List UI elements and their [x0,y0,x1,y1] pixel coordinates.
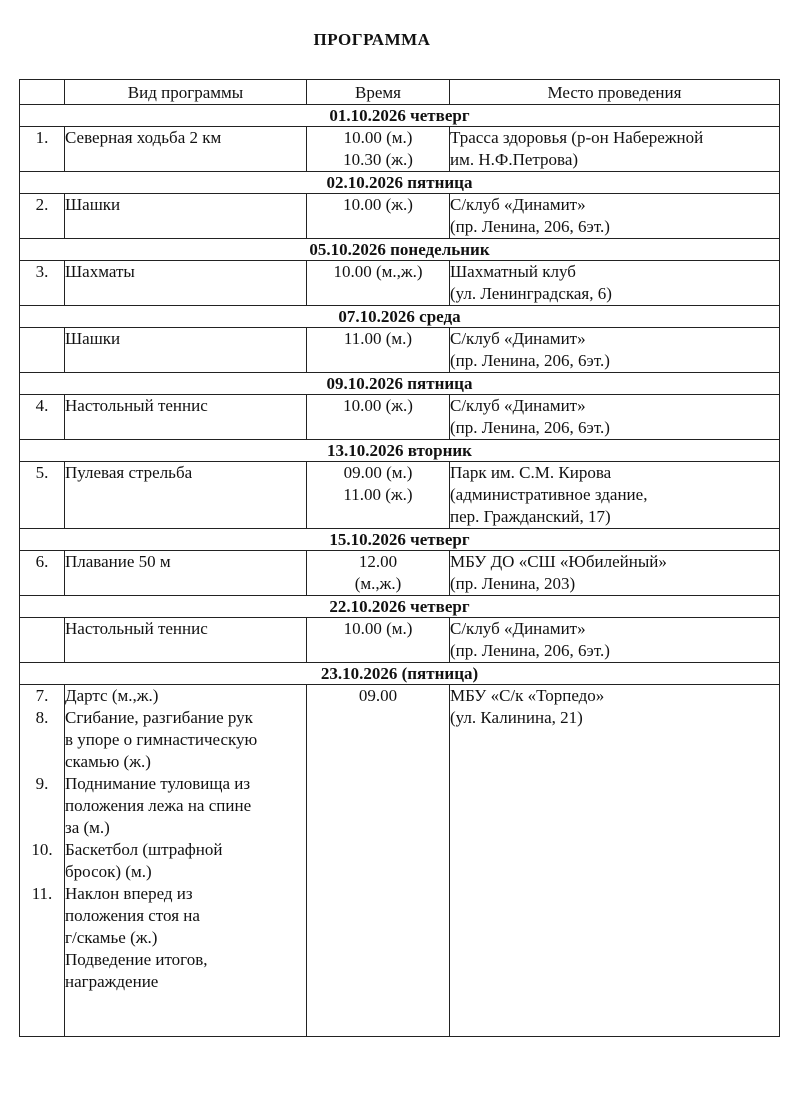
cell-line: 10.00 (м.) [343,619,413,638]
event-time [307,328,450,373]
event-place [450,462,780,529]
item-number: 7. [35,686,49,705]
item-line: скамью (ж.) [65,752,151,771]
item-line: награждение [65,972,159,991]
date-row [20,239,780,261]
date-row [20,663,780,685]
cell-line: С/клуб «Динамит» [450,329,586,348]
item-number: 10. [31,840,53,859]
event-time [307,261,450,306]
date-row [20,105,780,127]
cell-line: (пр. Ленина, 206, 6эт.) [450,641,610,660]
event-place [450,261,780,306]
item-number: 11. [31,884,53,903]
table-row [20,194,780,239]
item-line: Сгибание, разгибание рук [65,708,253,727]
cell-line: Настольный теннис [65,619,208,638]
cell-line: 10.00 (м.,ж.) [333,262,423,281]
date-row [20,596,780,618]
table-body [20,105,780,1037]
cell-line: Шашки [65,329,121,348]
date-heading: 23.10.2026 (пятница) [20,663,780,685]
date-row [20,529,780,551]
header-name: Вид программы [65,80,307,105]
event-name [65,618,307,663]
cell-line: С/клуб «Динамит» [450,396,586,415]
cell-line: (ул. Ленинградская, 6) [450,284,612,303]
cell-line: 10.00 (ж.) [343,195,413,214]
row-number-list [20,685,65,1037]
event-name [65,127,307,172]
cell-line: 09.00 (м.) [343,463,413,482]
event-name [65,551,307,596]
date-heading: 07.10.2026 среда [20,306,780,328]
cell-line: С/клуб «Динамит» [450,195,586,214]
item-line: Дартс (м.,ж.) [65,686,159,705]
event-time [307,618,450,663]
event-name [65,462,307,529]
cell-line: (административное здание, [450,485,648,504]
program-table [19,79,780,1037]
item-line: положения стоя на [65,906,200,925]
row-number: 2. [20,194,65,239]
date-heading: 09.10.2026 пятница [20,373,780,395]
event-place [450,618,780,663]
row-number: 3. [20,261,65,306]
date-heading: 05.10.2026 понедельник [20,239,780,261]
event-place [450,194,780,239]
event-place [450,685,780,1037]
event-place [450,395,780,440]
row-number: 4. [20,395,65,440]
item-line: Наклон вперед из [65,884,193,903]
cell-line: (ул. Калинина, 21) [450,708,583,727]
cell-line: 09.00 [358,686,398,705]
table-row-final [20,685,780,1037]
cell-line: Плавание 50 м [65,552,171,571]
header-place: Место проведения [450,80,780,105]
item-line: Баскетбол (штрафной [65,840,223,859]
cell-line: МБУ ДО «СШ «Юбилейный» [450,552,667,571]
cell-line: Шашки [65,195,121,214]
cell-line: Шахматный клуб [450,262,576,281]
cell-line: (пр. Ленина, 206, 6эт.) [450,418,610,437]
cell-line: Настольный теннис [65,396,208,415]
cell-line: им. Н.Ф.Петрова) [450,150,579,169]
event-place [450,328,780,373]
event-time [307,395,450,440]
date-heading: 15.10.2026 четверг [20,529,780,551]
row-number [20,328,65,373]
cell-line: С/клуб «Динамит» [450,619,586,638]
event-name [65,328,307,373]
table-row [20,127,780,172]
event-name-list [65,685,307,1037]
row-number: 6. [20,551,65,596]
date-row [20,440,780,462]
cell-line: Шахматы [65,262,135,281]
row-number: 1. [20,127,65,172]
item-line: Поднимание туловища из [65,774,251,793]
item-line: Подведение итогов, [65,950,208,969]
cell-line: (пр. Ленина, 206, 6эт.) [450,351,610,370]
cell-line: (пр. Ленина, 206, 6эт.) [450,217,610,236]
date-heading: 02.10.2026 пятница [20,172,780,194]
event-time [307,127,450,172]
cell-line: 10.00 (м.) [343,128,413,147]
cell-line: (пр. Ленина, 203) [450,574,576,593]
cell-line: Пулевая стрельба [65,463,193,482]
cell-line: 11.00 (ж.) [343,485,413,504]
table-row [20,618,780,663]
event-name [65,261,307,306]
table-row [20,462,780,529]
cell-line: МБУ «С/к «Торпедо» [450,686,605,705]
date-heading: 01.10.2026 четверг [20,105,780,127]
event-place [450,551,780,596]
cell-line: Трасса здоровья (р-он Набережной [450,128,704,147]
cell-line: 11.00 (м.) [343,329,413,348]
cell-line: (м.,ж.) [354,574,402,593]
cell-line: 10.00 (ж.) [343,396,413,415]
event-time [307,194,450,239]
table-row [20,261,780,306]
item-number: 9. [35,774,49,793]
header-num [20,80,65,105]
event-name [65,395,307,440]
event-place [450,127,780,172]
table-row [20,395,780,440]
item-line: в упоре о гимнастическую [65,730,258,749]
event-time [307,462,450,529]
item-line: положения лежа на спине [65,796,252,815]
cell-line: Парк им. С.М. Кирова [450,463,612,482]
table-row [20,328,780,373]
date-row [20,373,780,395]
cell-line: пер. Гражданский, 17) [450,507,611,526]
item-line: г/скамье (ж.) [65,928,158,947]
cell-line: Северная ходьба 2 км [65,128,222,147]
cell-line: 10.30 (ж.) [343,150,413,169]
cell-line: 12.00 [358,552,398,571]
row-number: 5. [20,462,65,529]
table-header-row [20,80,780,105]
item-line: за (м.) [65,818,110,837]
item-line: бросок) (м.) [65,862,152,881]
event-name [65,194,307,239]
table-row [20,551,780,596]
date-row [20,306,780,328]
date-heading: 13.10.2026 вторник [20,440,780,462]
row-number [20,618,65,663]
date-heading: 22.10.2026 четверг [20,596,780,618]
header-time: Время [307,80,450,105]
item-number: 8. [35,708,49,727]
page-title: ПРОГРАММА [313,30,431,49]
event-time [307,551,450,596]
date-row [20,172,780,194]
event-time [307,685,450,1037]
